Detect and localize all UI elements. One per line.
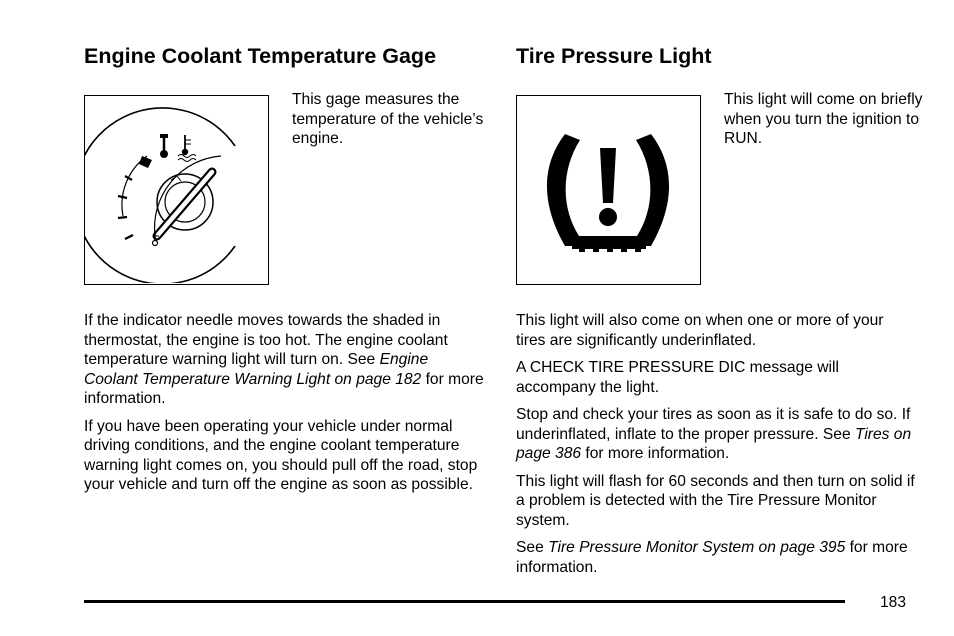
coolant-gauge-figure: [84, 95, 269, 285]
footer-rule: [84, 600, 845, 603]
tire-pressure-caption: This light will come on briefly when you turn the ignition to RUN.: [724, 91, 923, 147]
coolant-paragraph-1-text-b: for more information.: [84, 370, 484, 407]
tire-pressure-figure: [516, 95, 701, 285]
coolant-gauge-caption: This gage measures the temperature of the vehicle’s engine.: [292, 91, 484, 147]
coolant-paragraph-1: [84, 311, 484, 409]
tire-paragraph-5-text-b: for more information.: [516, 539, 908, 576]
tire-paragraph-5-text-a: See: [516, 539, 549, 556]
page-number: 183: [880, 594, 907, 611]
coolant-warning-light-reference: Engine Coolant Temperature Warning Light on page 182: [84, 351, 429, 388]
coolant-paragraph-1-text-a: If the indicator needle moves towards the shaded in thermostat, the engine is too hot. The engine coolant temperature warning light will turn on. See: [84, 312, 448, 368]
coolant-temperature-gauge-icon: [85, 96, 267, 283]
tire-paragraph-4: This light will flash for 60 seconds and then turn on solid if a problem is detected with the Tire Pressure Monitor system.: [516, 472, 915, 529]
coolant-paragraph-2: If you have been operating your vehicle under normal driving conditions, and the engine coolant temperature warning light comes on, you should pull off the road, stop your vehicle and turn off the engine as soon as possible.: [84, 417, 478, 493]
tire-paragraph-3-text-a: Stop and check your tires as soon as it is safe to do so. If underinflated, inflate to the proper pressure. See: [516, 406, 911, 443]
tire-paragraph-3-text-b: for more information.: [581, 445, 730, 462]
coolant-body-text: [84, 311, 484, 503]
section-heading-coolant: Engine Coolant Temperature Gage: [84, 44, 437, 68]
tire-pressure-warning-icon: [517, 96, 699, 283]
tires-page-reference: Tires on page 386: [516, 425, 912, 462]
tire-paragraph-5: [516, 538, 916, 577]
tpms-page-reference: Tire Pressure Monitor System on page 395: [548, 539, 846, 556]
section-heading-tire-pressure: Tire Pressure Light: [516, 44, 712, 68]
tire-paragraph-2: A CHECK TIRE PRESSURE DIC message will accompany the light.: [516, 359, 839, 396]
tire-paragraph-3: [516, 405, 916, 464]
tire-paragraph-1: This light will also come on when one or more of your tires are significantly underinflated.: [516, 312, 884, 349]
tire-pressure-body-text: [516, 311, 916, 585]
